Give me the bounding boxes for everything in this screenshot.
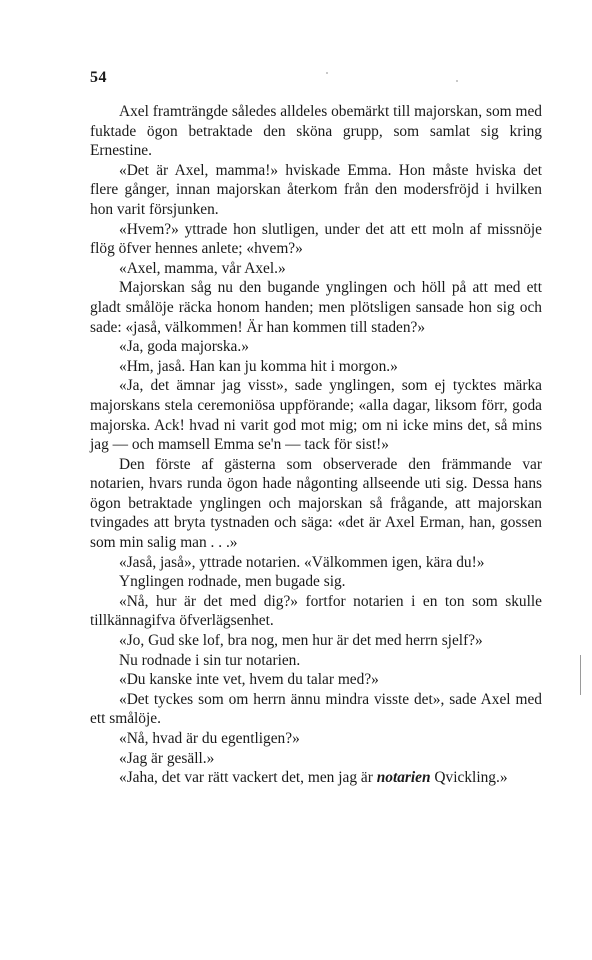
margin-rule [580, 655, 581, 695]
paragraph: Ynglingen rodnade, men bugade sig. [119, 573, 346, 591]
paragraph: «Hm, jaså. Han kan ju komma hit i morgon.» [119, 357, 398, 375]
paragraph: Den förste af gästerna som observerade den främmande var notarien, hvars runda ögon hade någonting allseende uti sig. Dessa hans ögon betraktade ynglingen och majorskan så frågande, att majorskan tvingades att bryta tystnaden och säga: «det är Axel Erman, han, gossen som min salig man . . .» [90, 455, 542, 552]
paragraph: «Nå, hur är det med dig?» fortfor notarien i en ton som skulle tillkännagifva öfverlägsenhet. [90, 592, 542, 630]
final-paragraph-start: «Jaha, det var rätt vackert det, men jag är [119, 769, 377, 787]
paper-speck [326, 72, 328, 74]
paragraph: Nu rodnade i sin tur notarien. [119, 651, 301, 669]
paragraph: «Hvem?» yttrade hon slutligen, under det att ett moln af missnöje flög öfver hennes anlete; «hvem?» [90, 220, 542, 258]
paragraph: «Jag är gesäll.» [119, 749, 215, 767]
paragraph: «Det är Axel, mamma!» hviskade Emma. Hon måste hviska det flere gånger, innan majorskan återkom från den modersfröjd i hvilken hon varit försjunken. [90, 161, 542, 218]
paragraph: «Jo, Gud ske lof, bra nog, men hur är det med herrn sjelf?» [119, 632, 483, 650]
final-paragraph [90, 768, 542, 788]
paragraph: «Nå, hvad är du egentligen?» [119, 730, 300, 747]
paragraph: Majorskan såg nu den bugande ynglingen och höll på att med ett gladt smålöje räcka honom handen; men plötsligen sansade hon sig och sade: «jaså, välkommen! Är han kommen till staden?» [90, 279, 542, 336]
italic-word: notarien [376, 769, 431, 787]
paragraph: «Ja, goda majorska.» [119, 338, 249, 356]
paragraph: «Du kanske inte vet, hvem du talar med?» [119, 671, 379, 689]
paragraph: «Jaså, jaså», yttrade notarien. «Välkommen igen, kära du!» [119, 553, 485, 571]
paragraph: «Det tyckes som om herrn ännu mindra visste det», sade Axel med ett smålöje. [90, 690, 542, 728]
paragraph: Axel framträngde således alldeles obemärkt till majorskan, som med fuktade ögon betraktade den sköna grupp, som samlat sig kring Ernestine. [90, 103, 542, 160]
paragraph: «Ja, det ämnar jag visst», sade ynglingen, som ej tycktes märka majorskans stela ceremoniösa uppförande; «alla dagar, liksom förr, goda majorska. Ack! hvad ni varit god mot mig; om ni icke mins det, så mins jag — och mamsell Emma se'n — tack för sist!» [90, 377, 542, 454]
body-text [90, 102, 542, 788]
paragraph: «Axel, mamma, vår Axel.» [119, 259, 286, 277]
final-paragraph-end: Qvickling.» [430, 769, 508, 787]
page-number: 54 [90, 69, 107, 86]
paper-speck [456, 80, 458, 82]
